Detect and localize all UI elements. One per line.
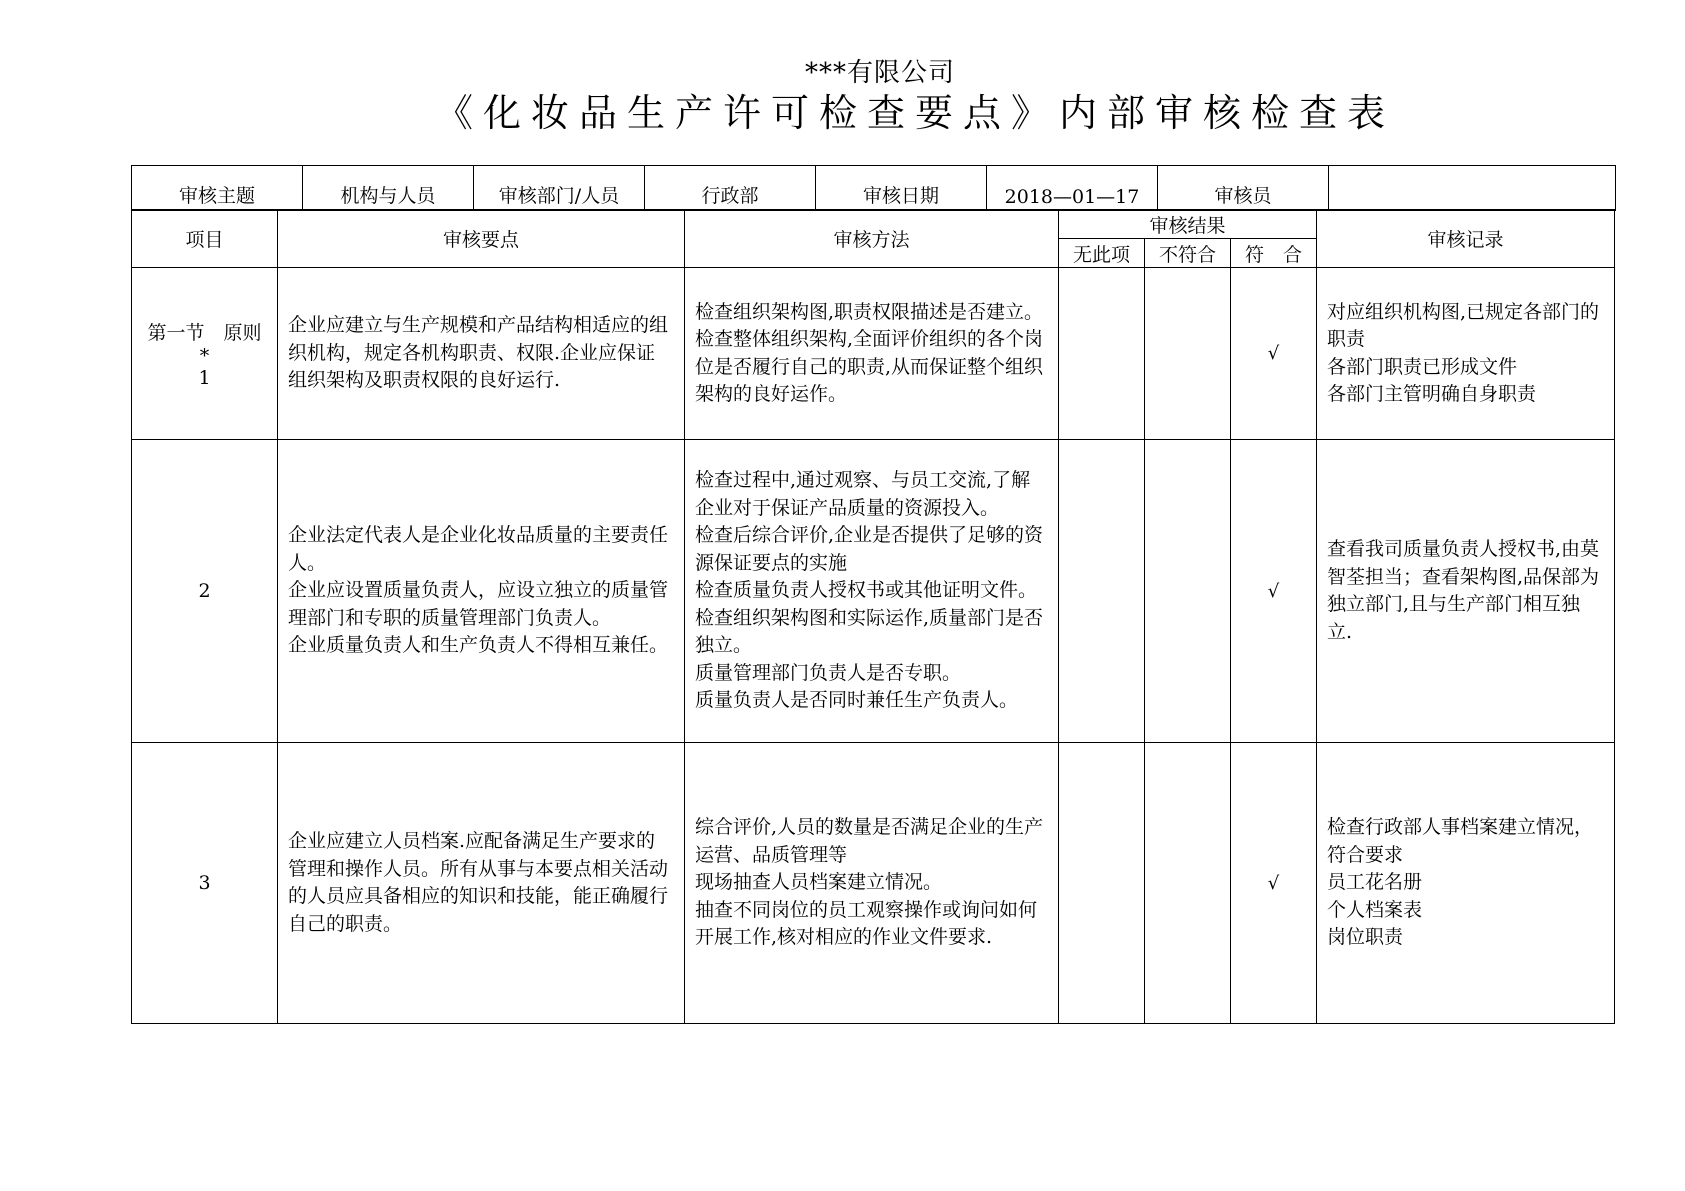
row-record: 查看我司质量负责人授权书,由莫智荃担当；查看架构图,品保部为独立部门,且与生产部门相互独立. — [1317, 440, 1615, 743]
col-nonconform-header: 不符合 — [1145, 239, 1231, 268]
row-nonconform — [1145, 268, 1231, 440]
row-record: 对应组织机构图,已规定各部门的职责 各部门职责已形成文件 各部门主管明确自身职责 — [1317, 268, 1615, 440]
row-points: 企业应建立人员档案.应配备满足生产要求的管理和操作人员。所有从事与本要点相关活动的人员应具备相应的知识和技能，能正确履行自己的职责。 — [278, 743, 685, 1024]
row-conform-checkmark: √ — [1231, 268, 1317, 440]
row-conform-checkmark: √ — [1231, 743, 1317, 1024]
document-title: 《化妆品生产许可检查要点》内部审核检查表 — [434, 91, 1395, 135]
dept-label: 审核部门/人员 — [474, 166, 645, 211]
row-points: 企业法定代表人是企业化妆品质量的主要责任人。 企业应设置质量负责人，应设立独立的质量管理部门和专职的质量管理部门负责人。 企业质量负责人和生产负责人不得相互兼任。 — [278, 440, 685, 743]
dept-value: 行政部 — [645, 166, 816, 211]
row-points: 企业应建立与生产规模和产品结构相适应的组织机构，规定各机构职责、权限.企业应保证组织架构及职责权限的良好运行. — [278, 268, 685, 440]
table-row — [132, 743, 1615, 1024]
auditor-value — [1329, 166, 1616, 211]
row-item: 第一节 原则 * 1 — [132, 268, 278, 440]
row-method: 综合评价,人员的数量是否满足企业的生产运营、品质管理等 现场抽查人员档案建立情况。 抽查不同岗位的员工观察操作或询问如何开展工作,核对相应的作业文件要求. — [685, 743, 1059, 1024]
row-item: 2 — [132, 440, 278, 743]
topic-value: 机构与人员 — [303, 166, 474, 211]
table-row — [132, 440, 1615, 743]
audit-checklist-table — [131, 209, 1615, 1024]
column-header-row — [132, 210, 1615, 239]
auditor-label: 审核员 — [1158, 166, 1329, 211]
col-points-header: 审核要点 — [278, 210, 685, 268]
table-row — [132, 268, 1615, 440]
row-na — [1059, 743, 1145, 1024]
col-na-header: 无此项 — [1059, 239, 1145, 268]
row-nonconform — [1145, 743, 1231, 1024]
col-record-header: 审核记录 — [1317, 210, 1615, 268]
col-result-header: 审核结果 — [1059, 210, 1317, 239]
col-item-header: 项目 — [132, 210, 278, 268]
date-value: 2018—01—17 — [987, 166, 1158, 211]
row-record: 检查行政部人事档案建立情况，符合要求 员工花名册 个人档案表 岗位职责 — [1317, 743, 1615, 1024]
audit-header-table — [131, 165, 1616, 211]
row-nonconform — [1145, 440, 1231, 743]
row-item: 3 — [132, 743, 278, 1024]
row-na — [1059, 268, 1145, 440]
row-na — [1059, 440, 1145, 743]
row-conform-checkmark: √ — [1231, 440, 1317, 743]
col-conform-header: 符 合 — [1231, 239, 1317, 268]
company-name: ***有限公司 — [804, 58, 955, 88]
row-method: 检查过程中,通过观察、与员工交流,了解企业对于保证产品质量的资源投入。 检查后综合评价,企业是否提供了足够的资源保证要点的实施 检查质量负责人授权书或其他证明文件。 检查组织架构图和实际运作,质量部门是否独立。 质量管理部门负责人是否专职。 质量负责人是否同时兼任生产负责人。 — [685, 440, 1059, 743]
date-label: 审核日期 — [816, 166, 987, 211]
col-method-header: 审核方法 — [685, 210, 1059, 268]
audit-header-row — [132, 166, 1616, 211]
row-method: 检查组织架构图,职责权限描述是否建立。 检查整体组织架构,全面评价组织的各个岗位是否履行自己的职责,从而保证整个组织架构的良好运作。 — [685, 268, 1059, 440]
topic-label: 审核主题 — [132, 166, 303, 211]
